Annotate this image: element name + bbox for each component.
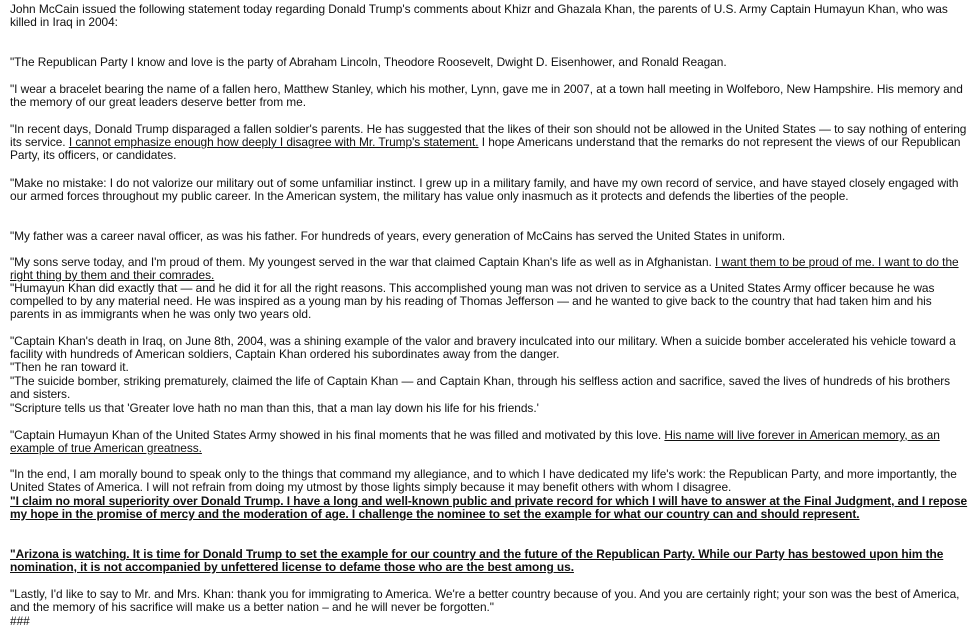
paragraph-bracelet: "I wear a bracelet bearing the name of a fallen hero, Matthew Stanley, which his mother, Lynn, gave me in 2007, at a town hall meeting in Wolfeboro, New Hampshire. His memory and the memory of our great leaders deserve better from me. [10, 82, 963, 109]
paragraph-make-no-mistake: "Make no mistake: I do not valorize our military out of some unfamiliar instinct. I grew up in a military family, and have my own record of service, and have stayed closely engaged with our armed forces throughout my public career. In the American system, the military has value only inasmuch as it protects and defends the liberties of the people. [10, 176, 959, 203]
underlined-proud: I want them to be proud of me. I want to do the right thing by them and their comrades. [10, 255, 959, 282]
intro-paragraph: John McCain issued the following statement today regarding Donald Trump's comments about Khizr and Ghazala Khan, the parents of U.S. Army Captain Humayun Khan, who was killed in Iraq in 2004: [10, 2, 948, 29]
underlined-disagreement: I cannot emphasize enough how deeply I disagree with Mr. Trump's statement. [68, 134, 479, 149]
paragraph-humayun-khan: "Humayun Khan did exactly that — and he did it for all the right reasons. This accomplished young man was not driven to service as a United States Army officer because he was compelled to by any material need. He was inspired as a young man by his reading of Thomas Jefferson — and he wanted to give back to the country that had taken him and his parents in as immigrants when he was only two years old. [10, 281, 935, 321]
paragraph-text: "My sons serve today, and I'm proud of them. My youngest served in the war that claimed Captain Khan's life as well as in Afghanistan. [10, 255, 716, 269]
paragraph-text: I hope Americans understand that the remarks do not represent the views of our Republican Party, its officers, or candidates. [10, 134, 961, 162]
paragraph-death-in-iraq: "Captain Khan's death in Iraq, on June 8th, 2004, was a shining example of the valor and bravery inculcated into our military. When a suicide bomber accelerated his vehicle toward a facility with hundreds of American soldiers, Captain Khan ordered his subordinates away from the danger. [10, 334, 956, 361]
paragraph-father: "My father was a career naval officer, as was his father. For hundreds of years, every generation of McCains has served the United States in uniform. [10, 229, 786, 243]
paragraph-disparaged-parents [10, 123, 972, 162]
paragraph-sons [10, 256, 972, 282]
end-mark: ### [10, 614, 30, 628]
underlined-name-lives: His name will live forever in American memory, as an example of true American greatness. [10, 428, 940, 455]
paragraph-lastly: "Lastly, I'd like to say to Mr. and Mrs. Khan: thank you for immigrating to America. We're a better country because of you. And you are certainly right; your son was the best of America, and the memory of his sacrifice will make us a better nation – and he will never be forgotten." [10, 587, 960, 614]
paragraph-in-the-end: "In the end, I am morally bound to speak only to the things that command my allegiance, and to which I have dedicated my life's work: the Republican Party, and more importantly, the United States of America. I will not refrain from doing my utmost by those lights simply because it may benefit others with whom I disagree. [10, 467, 957, 494]
paragraph-captain-khan-love [10, 429, 972, 455]
paragraph-text: "In recent days, Donald Trump disparaged a fallen soldier's parents. He has suggested that the likes of their son should not be allowed in the United States — to say nothing of entering its service. [10, 122, 967, 149]
paragraph-ran-toward: "Then he ran toward it. [10, 360, 129, 374]
paragraph-moral-superiority: "I claim no moral superiority over Donald Trump. I have a long and well-known public and private record for which I will have to answer at the Final Judgment, and I repose my hope in the promise of mercy and the moderation of age. I challenge the nominee to set the example for what our country can and should represent. [10, 494, 968, 521]
paragraph-arizona-watching: "Arizona is watching. It is time for Donald Trump to set the example for our country and the future of the Republican Party. While our Party has bestowed upon him the nomination, it is not accompanied by unfettered license to defame those who are the best among us. [10, 547, 944, 574]
paragraph-scripture: "Scripture tells us that 'Greater love hath no man than this, that a man lay down his life for his friends.' [10, 401, 539, 415]
paragraph-republican-party: "The Republican Party I know and love is the party of Abraham Lincoln, Theodore Roosevelt, Dwight D. Eisenhower, and Ronald Reagan. [10, 55, 727, 69]
paragraph-suicide-bomber: "The suicide bomber, striking prematurely, claimed the life of Captain Khan — and Captain Khan, through his selfless action and sacrifice, saved the lives of hundreds of his brothers and sisters. [10, 374, 951, 401]
paragraph-text: "Captain Humayun Khan of the United States Army showed in his final moments that he was filled and motivated by this love. [10, 428, 665, 442]
